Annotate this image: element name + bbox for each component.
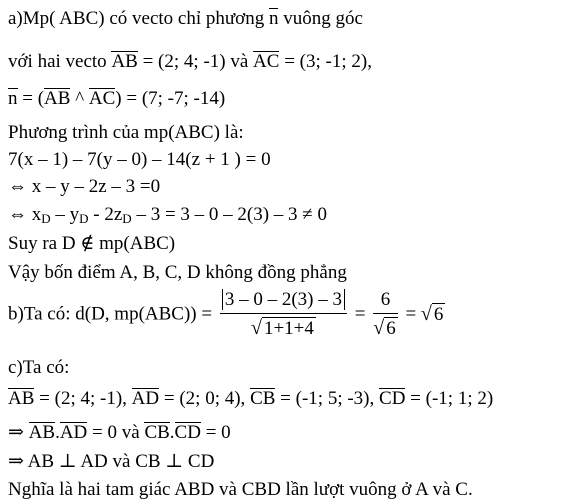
subscript: D: [41, 211, 51, 226]
vector-cd: CD: [379, 388, 406, 409]
subscript: D: [79, 211, 89, 226]
line-a3: [8, 88, 225, 110]
line-c2: [8, 388, 493, 410]
subscript: D: [122, 211, 132, 226]
denominator: [220, 314, 347, 340]
text: – 3 = 3 – 0 – 2(3) – 3 ≠ 0: [131, 204, 327, 225]
dot-product: .: [169, 422, 175, 443]
text: ⇔ x: [8, 204, 42, 225]
vector-ad: AD: [59, 422, 88, 443]
text: = 0 và: [87, 422, 145, 443]
dot-product: .: [55, 422, 60, 443]
line-a9: Vậy bốn điểm A, B, C, D không đồng phẳng: [8, 262, 347, 283]
distance-fraction: [220, 289, 347, 340]
numerator: [220, 289, 347, 314]
vector-ac: AC: [253, 51, 280, 72]
equals: =: [400, 303, 421, 325]
text: = (2; 4; -1) và: [137, 51, 254, 72]
sqrt-result: √ 6: [420, 303, 444, 325]
vector-n: n: [8, 88, 18, 109]
equals: =: [350, 303, 371, 325]
text: b)Ta có: d(D, mp(ABC)) =: [8, 303, 217, 325]
sqrt: √ 1+1+4: [250, 317, 314, 339]
wedge-symbol: ^: [70, 88, 89, 109]
line-c3: [8, 422, 231, 444]
line-a7: [8, 204, 327, 230]
line-b: [8, 289, 445, 340]
vector-ab: AB: [44, 88, 71, 109]
text: = (: [17, 88, 45, 109]
line-a6: ⇔ x – y – 2z – 3 =0: [8, 176, 161, 197]
vector-ac: AC: [88, 88, 116, 109]
vector-ab: AB: [111, 51, 138, 72]
line-c5: Nghĩa là hai tam giác ABD và CBD lần lượt vuông ở A và C.: [8, 479, 473, 500]
line-a2: [8, 51, 372, 73]
line-a1: [8, 8, 363, 30]
vector-cd: CD: [174, 422, 201, 443]
vector-ab: AB: [8, 388, 35, 409]
text: ⇒: [8, 422, 29, 443]
text: = (-1; 5; -3),: [275, 388, 380, 409]
vector-n: n: [268, 8, 279, 29]
vector-cb: CB: [144, 422, 170, 443]
text: = 0: [200, 422, 231, 443]
text: = (3; -1; 2),: [279, 51, 372, 72]
simplified-fraction: [373, 289, 397, 340]
line-a8: Suy ra D ∉ mp(ABC): [8, 233, 176, 254]
vector-cb: CB: [250, 388, 276, 409]
vector-ad: AD: [131, 388, 160, 409]
text: = (2; 4; -1),: [34, 388, 132, 409]
text: với hai vecto: [8, 51, 112, 72]
abs-value: 3 – 0 – 2(3) – 3: [222, 289, 345, 310]
text: – y: [50, 204, 80, 225]
text: vuông góc: [278, 8, 363, 29]
numerator: 6: [373, 289, 397, 314]
sqrt: √ 6: [373, 317, 396, 339]
denominator: [373, 314, 397, 340]
text: = (-1; 1; 2): [405, 388, 494, 409]
text: ) = (7; -7; -14): [115, 88, 226, 109]
text: - 2z: [88, 204, 123, 225]
text: a)Mp( ABC) có vecto chỉ phương: [8, 8, 269, 29]
line-c1: c)Ta có:: [8, 357, 70, 378]
line-a5: 7(x – 1) – 7(y – 0) – 14(z + 1 ) = 0: [8, 149, 271, 170]
text: = (2; 0; 4),: [159, 388, 251, 409]
line-c4: ⇒ AB ⊥ AD và CB ⊥ CD: [8, 451, 215, 472]
vector-ab: AB: [28, 422, 56, 443]
line-a4: Phương trình của mp(ABC) là:: [8, 122, 244, 143]
